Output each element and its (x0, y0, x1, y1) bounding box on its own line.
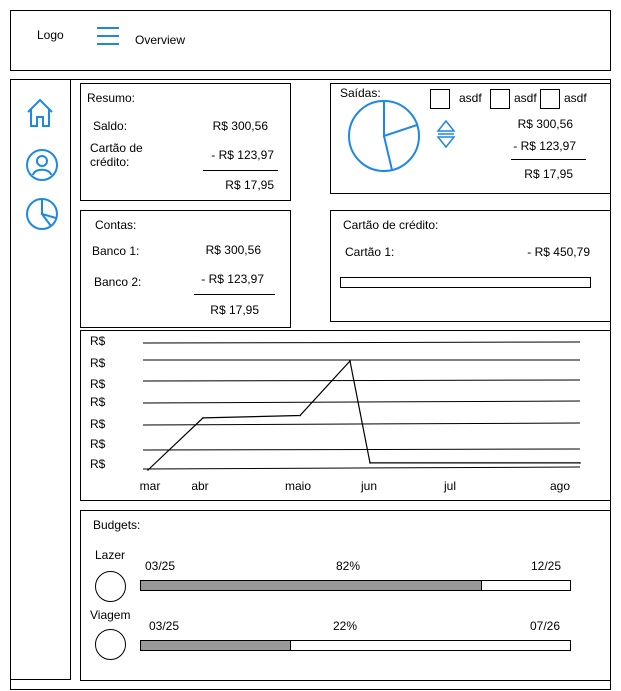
y-tick-label: R$ (90, 334, 106, 348)
y-tick-label: R$ (90, 395, 106, 409)
filter-checkbox-3[interactable] (540, 89, 560, 109)
budgets-card (80, 510, 611, 681)
filter-label-2: asdf (514, 91, 537, 105)
x-tick-label: mar (139, 479, 161, 493)
saidas-total: R$ 17,95 (524, 167, 573, 181)
budget-percent-viagem: 22% (333, 619, 358, 633)
grid-line (143, 401, 580, 403)
y-tick-label: R$ (90, 437, 106, 451)
resumo-total: R$ 17,95 (225, 178, 274, 192)
saidas-value-2: - R$ 123,97 (513, 139, 576, 153)
cartao-item-value: - R$ 450,79 (527, 245, 590, 259)
line-chart (80, 330, 611, 501)
filter-label-3: asdf (564, 91, 587, 105)
budgets-title: Budgets: (93, 518, 141, 532)
y-tick-label: R$ (90, 377, 106, 391)
filter-checkbox-1[interactable] (430, 89, 450, 109)
budget-bar-lazer (140, 580, 571, 591)
data-point (299, 415, 301, 417)
saidas-title: Saídas: (340, 86, 381, 100)
data-point (579, 462, 581, 464)
budget-name-viagem: Viagem (90, 608, 131, 622)
banco1-value: R$ 300,56 (205, 243, 261, 257)
saldo-label: Saldo: (93, 119, 128, 133)
filter-label-1: asdf (459, 91, 482, 105)
banco2-value: - R$ 123,97 (201, 272, 264, 286)
resumo-title: Resumo: (87, 91, 136, 105)
page-title: Overview (135, 33, 186, 47)
user-icon[interactable] (25, 148, 59, 182)
x-tick-label: jul (443, 479, 457, 493)
cartao-title: Cartão de crédito: (343, 218, 439, 232)
home-icon[interactable] (26, 98, 54, 128)
grid-line (143, 342, 580, 343)
data-point (202, 417, 204, 419)
hamburger-menu-icon[interactable] (97, 25, 119, 47)
grid-line (143, 467, 580, 469)
cartao-value: - R$ 123,97 (211, 148, 274, 162)
budget-end-lazer: 12/25 (531, 559, 562, 573)
pie-chart-icon (347, 99, 421, 173)
budget-avatar-viagem (95, 629, 126, 660)
y-tick-label: R$ (90, 417, 106, 431)
x-tick-label: maio (284, 479, 312, 493)
budget-percent-lazer: 82% (336, 559, 361, 573)
cartao-label-line1: Cartão de (90, 141, 143, 155)
x-tick-label: jun (360, 479, 378, 493)
budget-start-lazer: 03/25 (145, 559, 176, 573)
pie-chart-icon[interactable] (25, 197, 59, 231)
budget-bar-viagem (140, 640, 571, 651)
cartao-progress-bar (340, 277, 591, 288)
filter-checkbox-2[interactable] (490, 89, 510, 109)
budget-end-viagem: 07/26 (530, 619, 561, 633)
logo[interactable]: Logo (37, 28, 64, 42)
cartao-item-label: Cartão 1: (345, 245, 395, 259)
budget-fill-viagem (141, 641, 291, 650)
data-point (349, 360, 351, 362)
y-tick-label: R$ (90, 356, 106, 370)
sort-up-down-icon[interactable] (436, 119, 456, 149)
saldo-value: R$ 300,56 (212, 119, 268, 133)
budget-fill-lazer (141, 581, 482, 590)
budget-start-viagem: 03/25 (149, 619, 180, 633)
x-tick-label: abr (191, 479, 209, 493)
resumo-divider (203, 170, 278, 171)
banco2-label: Banco 2: (94, 275, 142, 289)
data-point (369, 462, 371, 464)
saidas-divider (511, 159, 586, 160)
budget-avatar-lazer (95, 571, 126, 602)
banco1-label: Banco 1: (92, 244, 140, 258)
grid-line (143, 449, 580, 450)
series-line (148, 361, 580, 470)
budget-name-lazer: Lazer (95, 548, 126, 562)
cartao-label-line2: crédito: (90, 155, 130, 169)
contas-divider (194, 294, 275, 295)
grid-line (143, 380, 580, 381)
saidas-value-1: R$ 300,56 (517, 117, 573, 131)
contas-total: R$ 17,95 (210, 303, 259, 317)
x-tick-label: ago (549, 479, 571, 493)
grid-line (143, 423, 580, 425)
contas-title: Contas: (95, 218, 137, 232)
y-tick-label: R$ (90, 457, 106, 471)
data-point (147, 469, 149, 471)
